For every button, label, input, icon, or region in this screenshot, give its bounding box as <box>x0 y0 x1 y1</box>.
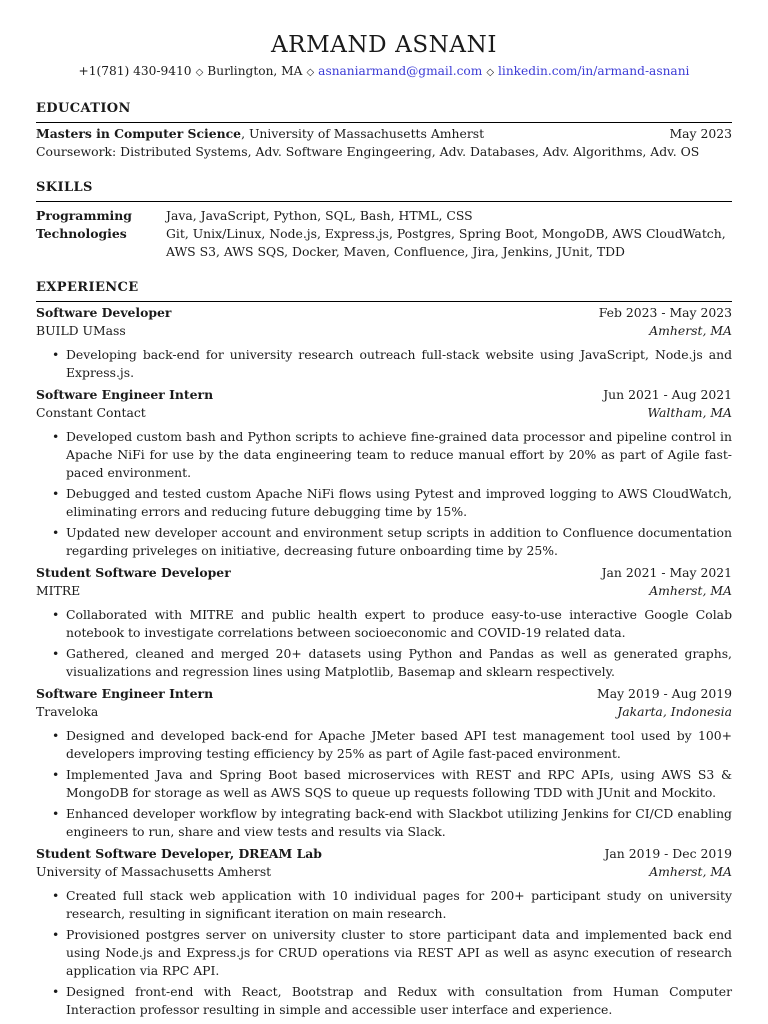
coursework: Coursework: Distributed Systems, Adv. Software Engingeering, Adv. Databases, Adv. Algorithms, Adv. OS <box>36 144 700 159</box>
bullet-point: • Developed custom bash and Python scripts to achieve fine-grained data processor and pipeline control in Apache NiFi for use by the data engineering team to reduce manual effort by 20% as part of Agile fast-paced environment. <box>66 428 732 482</box>
bullet-point: • Designed and developed back-end for Apache JMeter based API test management tool used by 100+ developers improving testing efficiency by 25% as part of Agile fast-paced environment. <box>66 727 732 763</box>
experience-heading: EXPERIENCE <box>36 279 732 302</box>
job-entry <box>36 685 732 841</box>
skill-category: Technologies <box>36 226 127 241</box>
degree: Masters in Computer Science <box>36 126 242 141</box>
bullet-point: • Developing back-end for university research outreach full-stack website using JavaScript, Node.js and Express.js. <box>66 346 732 382</box>
job-bullets <box>36 887 732 1019</box>
job-location: Amherst, MA <box>649 323 732 338</box>
job-entry <box>36 386 732 560</box>
company-name: University of Massachusetts Amherst <box>36 864 272 879</box>
skills-list <box>36 204 732 261</box>
diamond-separator-icon: ◇ <box>306 67 315 78</box>
skills-heading: SKILLS <box>36 179 732 202</box>
resume-page <box>36 30 732 1022</box>
education-row <box>36 125 732 143</box>
phone-number: +1(781) 430-9410 <box>78 64 192 78</box>
job-title: Student Software Developer <box>36 565 231 580</box>
job-title: Software Engineer Intern <box>36 686 214 701</box>
education-date: May 2023 <box>669 126 732 141</box>
job-header <box>36 845 732 863</box>
job-dates: Jan 2019 - Dec 2019 <box>604 846 732 861</box>
job-dates: May 2019 - Aug 2019 <box>597 686 732 701</box>
diamond-separator-icon: ◇ <box>486 67 495 78</box>
bullet-point: • Designed front-end with React, Bootstrap and Redux with consultation from Human Computer Interaction professor resulting in simple and accessible user interface and experience. <box>66 983 732 1019</box>
job-header <box>36 685 732 703</box>
company-name: Constant Contact <box>36 405 146 420</box>
job-subheader <box>36 703 732 721</box>
job-header <box>36 564 732 582</box>
job-subheader <box>36 404 732 422</box>
job-dates: Jan 2021 - May 2021 <box>601 565 732 580</box>
job-bullets <box>36 428 732 560</box>
education-heading: EDUCATION <box>36 100 732 123</box>
job-subheader <box>36 582 732 600</box>
company-name: BUILD UMass <box>36 323 126 338</box>
experience-list <box>36 304 732 1019</box>
job-subheader <box>36 863 732 881</box>
skill-category: Programming <box>36 208 132 223</box>
diamond-separator-icon: ◇ <box>195 67 204 78</box>
bullet-point: • Created full stack web application with 10 individual pages for 200+ participant study on university research, resulting in significant iteration on main research. <box>66 887 732 923</box>
bullet-point: • Collaborated with MITRE and public health expert to produce easy-to-use interactive Google Colab notebook to investigate correlations between socioeconomic and COVID-19 related data. <box>66 606 732 642</box>
bullet-point: • Gathered, cleaned and merged 20+ datasets using Python and Pandas as well as generated graphs, visualizations and regression lines using Matplotlib, Basemap and sklearn respectively. <box>66 645 732 681</box>
skill-items: Git, Unix/Linux, Node.js, Express.js, Postgres, Spring Boot, MongoDB, AWS CloudWatch, AWS S3, AWS SQS, Docker, Maven, Confluence, Jira, Jenkins, JUnit, TDD <box>166 226 726 259</box>
job-title: Student Software Developer, DREAM Lab <box>36 846 322 861</box>
contact-line <box>36 62 732 82</box>
job-location: Waltham, MA <box>647 405 732 420</box>
company-name: MITRE <box>36 583 81 598</box>
job-location: Amherst, MA <box>649 864 732 879</box>
job-entry <box>36 304 732 382</box>
job-header <box>36 386 732 404</box>
skill-row <box>36 225 732 261</box>
job-header <box>36 304 732 322</box>
job-bullets <box>36 606 732 681</box>
bullet-point: • Updated new developer account and environment setup scripts in addition to Confluence documentation regarding priveleges on initiative, decreasing future onboarding time by 25%. <box>66 524 732 560</box>
candidate-name: ARMAND ASNANI <box>270 32 498 58</box>
skill-items: Java, JavaScript, Python, SQL, Bash, HTML, CSS <box>166 208 473 223</box>
job-bullets <box>36 727 732 841</box>
bullet-point: • Debugged and tested custom Apache NiFi flows using Pytest and improved logging to AWS CloudWatch, eliminating errors and reducing future debugging time by 15%. <box>66 485 732 521</box>
job-entry <box>36 564 732 681</box>
job-location: Jakarta, Indonesia <box>617 704 732 719</box>
location: Burlington, MA <box>207 64 303 78</box>
bullet-point: • Enhanced developer workflow by integrating back-end with Slackbot utilizing Jenkins for CI/CD enabling engineers to run, share and view tests and results via Slack. <box>66 805 732 841</box>
job-title: Software Developer <box>36 305 172 320</box>
school: , University of Massachusetts Amherst <box>241 126 485 141</box>
email-link[interactable]: asnaniarmand@gmail.com <box>318 64 483 78</box>
skill-row <box>36 207 732 225</box>
bullet-point: • Provisioned postgres server on university cluster to store participant data and implemented back end using Node.js and Express.js for CRUD operations via REST API as well as async execution of research application via RPC API. <box>66 926 732 980</box>
job-entry <box>36 845 732 1019</box>
bullet-point: • Implemented Java and Spring Boot based microservices with REST and RPC APIs, using AWS S3 & MongoDB for storage as well as AWS SQS to queue up requests following TDD with JUnit and Mockito. <box>66 766 732 802</box>
job-subheader <box>36 322 732 340</box>
company-name: Traveloka <box>36 704 99 719</box>
linkedin-link[interactable]: linkedin.com/in/armand-asnani <box>498 64 690 78</box>
job-location: Amherst, MA <box>649 583 732 598</box>
job-dates: Jun 2021 - Aug 2021 <box>603 387 732 402</box>
job-bullets <box>36 346 732 382</box>
job-dates: Feb 2023 - May 2023 <box>598 305 732 320</box>
job-title: Software Engineer Intern <box>36 387 214 402</box>
